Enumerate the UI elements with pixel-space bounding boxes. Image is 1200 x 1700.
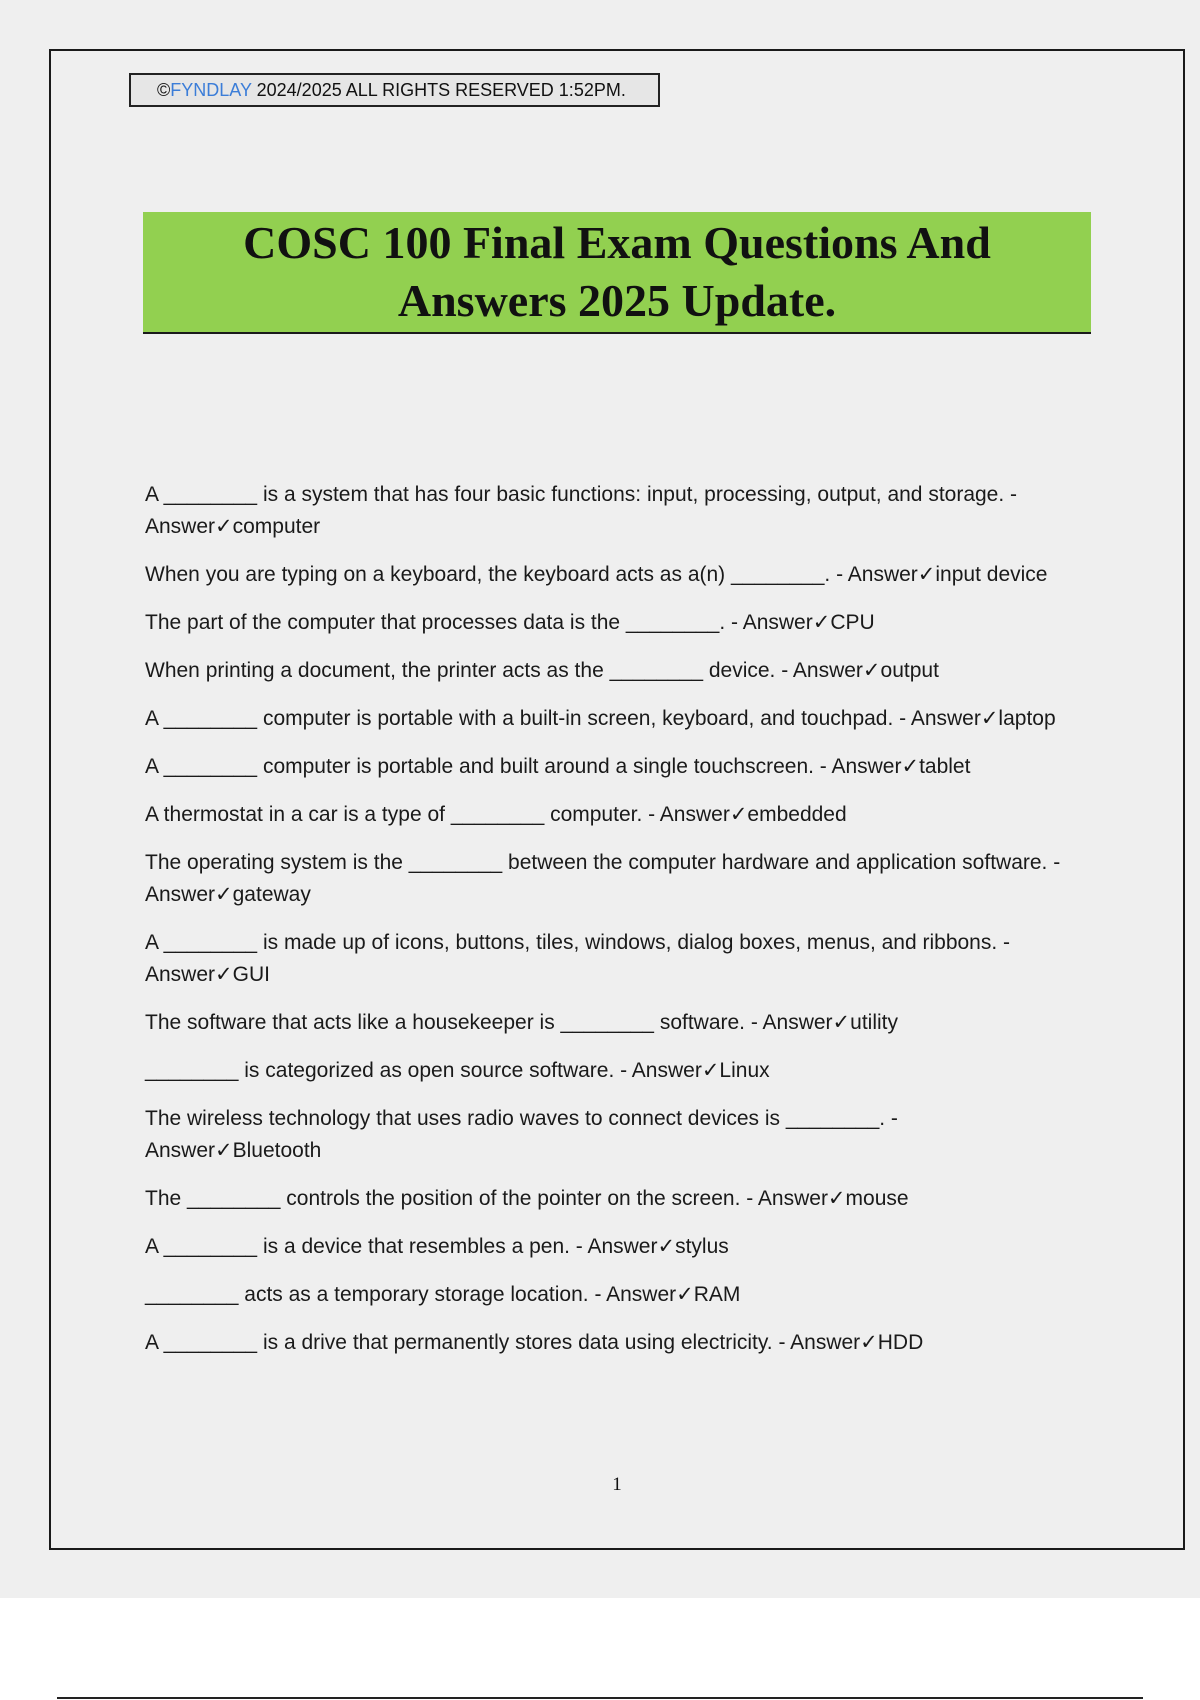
next-page-divider: [57, 1697, 1143, 1699]
copyright-symbol: ©: [157, 80, 171, 100]
copyright-text: 2024/2025 ALL RIGHTS RESERVED 1:52PM.: [251, 80, 626, 100]
title-banner: [143, 212, 1091, 334]
question-item: A ________ is a drive that permanently stores data using electricity. - Answer✓HDD: [145, 1331, 924, 1354]
question-item: The wireless technology that uses radio waves to connect devices is ________. - Answer✓Bluetooth: [145, 1107, 898, 1162]
brand-name: FYNDLAY: [170, 80, 252, 100]
copyright-notice: [129, 73, 660, 107]
question-item: A thermostat in a car is a type of ________ computer. - Answer✓embedded: [145, 803, 847, 826]
question-item: When printing a document, the printer acts as the ________ device. - Answer✓output: [145, 659, 939, 682]
question-item: A ________ computer is portable with a built-in screen, keyboard, and touchpad. - Answer✓laptop: [145, 707, 1056, 730]
document-title-line-1: COSC 100 Final Exam Questions And: [243, 217, 991, 268]
question-item: A ________ computer is portable and built around a single touchscreen. - Answer✓tablet: [145, 755, 971, 778]
question-item: ________ acts as a temporary storage location. - Answer✓RAM: [145, 1283, 741, 1306]
document-title-line-2: Answers 2025 Update.: [397, 275, 837, 326]
question-item: A ________ is made up of icons, buttons, tiles, windows, dialog boxes, menus, and ribbons. - Answer✓GUI: [145, 931, 1011, 986]
question-item: The software that acts like a housekeeper is ________ software. - Answer✓utility: [145, 1011, 898, 1034]
question-item: The ________ controls the position of the pointer on the screen. - Answer✓mouse: [145, 1187, 909, 1210]
question-item: A ________ is a device that resembles a pen. - Answer✓stylus: [145, 1235, 729, 1258]
question-item: The part of the computer that processes data is the ________. - Answer✓CPU: [145, 611, 875, 634]
page-number: 1: [612, 1474, 622, 1495]
question-item: The operating system is the ________ between the computer hardware and application software. - Answer✓gateway: [145, 851, 1061, 906]
question-list: [145, 479, 1075, 1375]
question-item: A ________ is a system that has four basic functions: input, processing, output, and storage. - Answer✓computer: [145, 483, 1018, 538]
question-item: ________ is categorized as open source software. - Answer✓Linux: [145, 1059, 770, 1082]
question-item: When you are typing on a keyboard, the keyboard acts as a(n) ________. - Answer✓input device: [145, 563, 1048, 586]
